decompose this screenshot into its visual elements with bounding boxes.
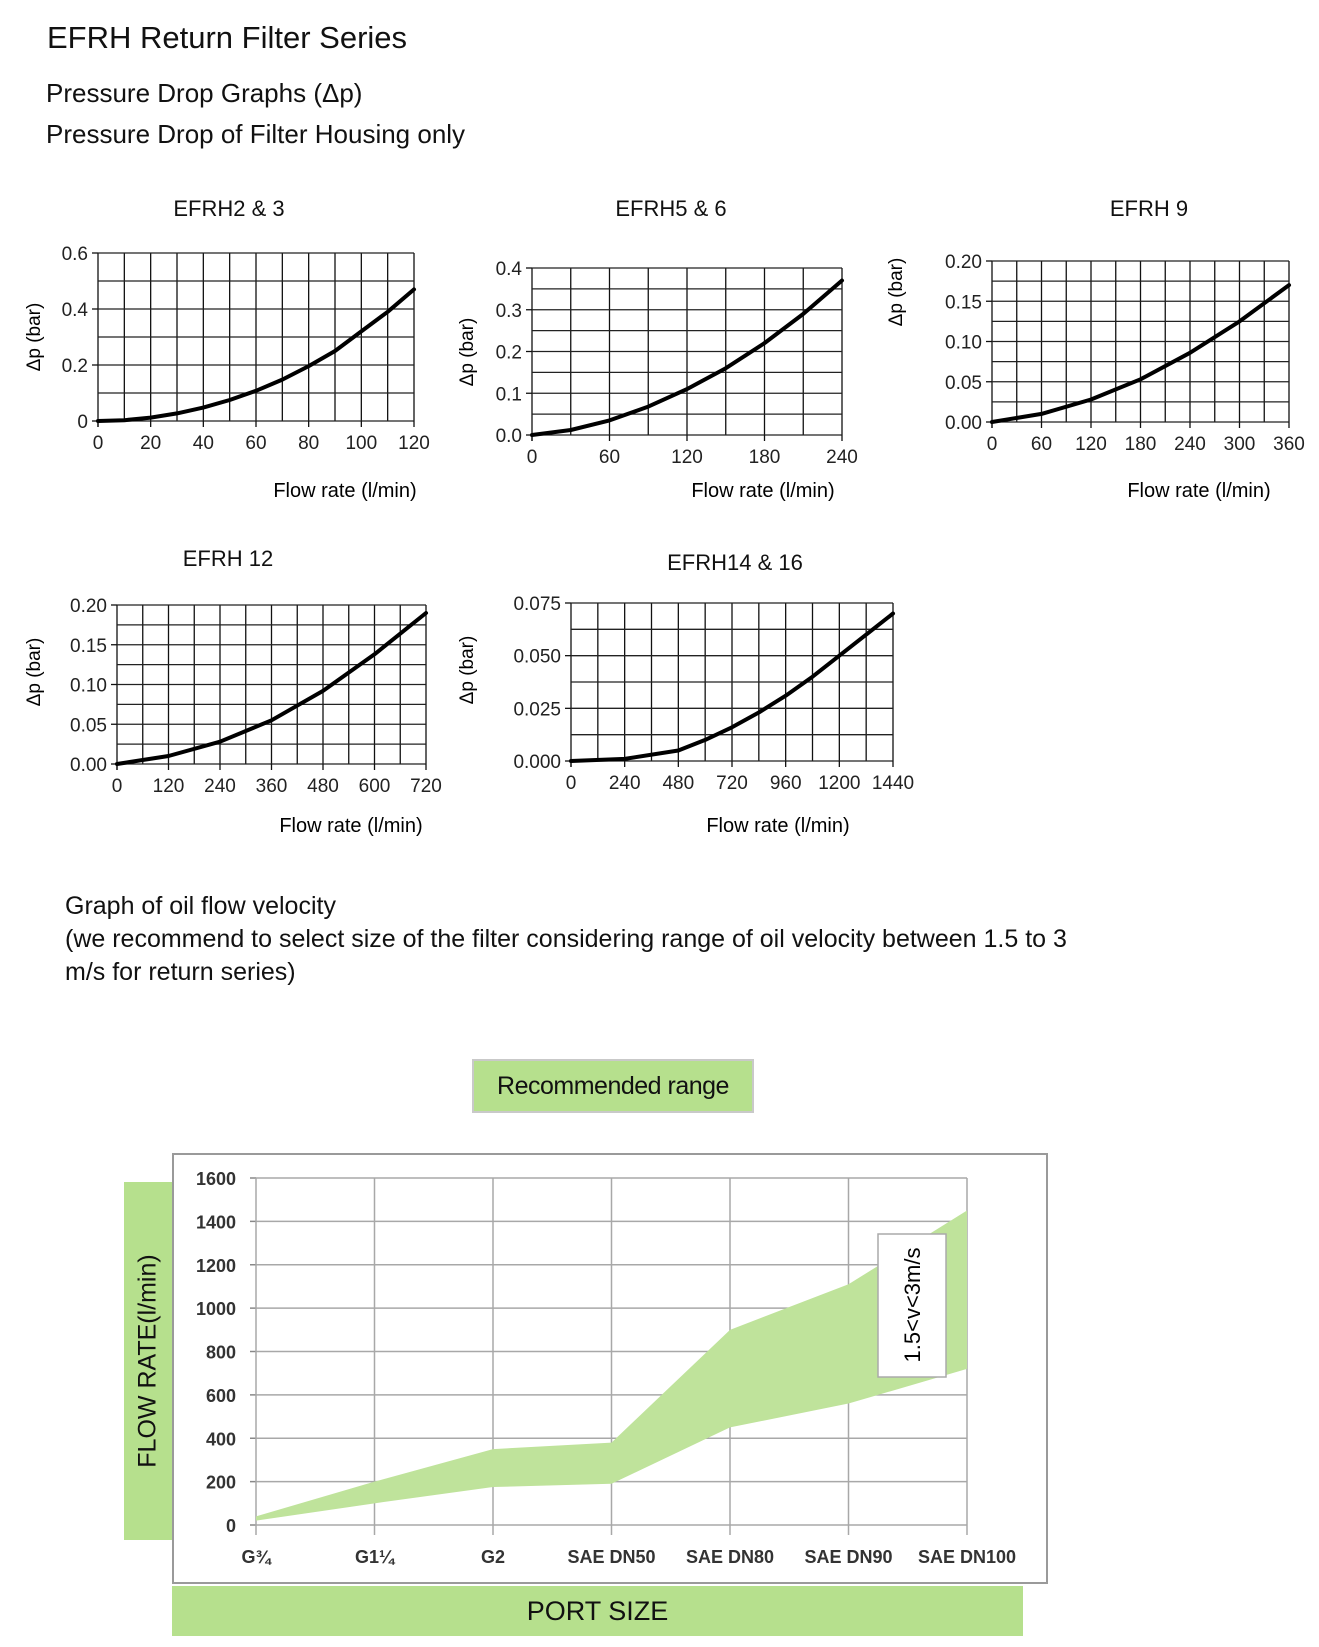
y-tick-label: 1400 — [195, 1212, 236, 1233]
x-tick-label: 40 — [192, 433, 214, 454]
y-tick-label: 0.2 — [495, 342, 522, 364]
x-tick-label: SAE DN90 — [804, 1547, 893, 1567]
chart-title: EFRH5 & 6 — [615, 196, 727, 221]
y-tick-label: 0.20 — [945, 252, 982, 273]
x-tick-label: 120 — [398, 433, 430, 454]
y-tick-label: 0.075 — [513, 594, 561, 615]
y-tick-label: 0.4 — [495, 259, 522, 280]
x-tick-label: 0 — [565, 773, 577, 794]
velocity-heading: Graph of oil flow velocity — [65, 892, 336, 920]
x-tick-label: 240 — [204, 776, 236, 797]
x-axis-label: Flow rate (l/min) — [691, 480, 835, 502]
x-tick-label: 240 — [608, 773, 641, 794]
y-tick-label: 0.15 — [945, 292, 982, 314]
y-tick-label: 0.00 — [70, 755, 107, 776]
x-tick-label: 60 — [1030, 434, 1053, 455]
y-tick-label: 600 — [205, 1385, 236, 1406]
page-title: EFRH Return Filter Series — [47, 20, 408, 55]
x-tick-label: 1440 — [871, 773, 915, 794]
y-tick-label: 0.0 — [495, 426, 522, 447]
section-subtitle: Pressure Drop Graphs (Δp) — [46, 78, 363, 108]
x-tick-label: 120 — [1075, 434, 1107, 455]
x-tick-label: SAE DN100 — [917, 1547, 1017, 1567]
x-tick-label: 480 — [307, 776, 339, 797]
x-tick-label: 120 — [152, 776, 185, 797]
x-tick-label: 0 — [526, 447, 538, 468]
x-tick-label: 60 — [598, 447, 621, 468]
y-tick-label: 0.000 — [513, 752, 561, 773]
x-tick-label: 180 — [1124, 434, 1157, 455]
x-tick-label: G1¼ — [354, 1547, 395, 1567]
x-tick-label: 60 — [245, 433, 267, 454]
x-axis-label: PORT SIZE — [172, 1586, 1023, 1636]
chart-title: EFRH 9 — [1109, 196, 1189, 221]
y-axis-label: Δp (bar) — [886, 257, 907, 327]
y-tick-label: 0.3 — [495, 300, 522, 322]
x-tick-label: 80 — [298, 433, 320, 454]
y-tick-label: 0.10 — [945, 332, 982, 354]
x-tick-label: 240 — [826, 447, 858, 468]
x-tick-label: 360 — [255, 776, 288, 797]
y-tick-label: 0.05 — [945, 372, 982, 394]
x-axis-label: Flow rate (l/min) — [706, 815, 850, 837]
x-axis-label: Flow rate (l/min) — [273, 480, 417, 502]
x-tick-label: 180 — [748, 447, 781, 468]
y-tick-label: 0.10 — [70, 675, 107, 697]
y-tick-label: 0.4 — [61, 300, 88, 321]
y-tick-label: 1200 — [195, 1255, 236, 1276]
x-tick-label: 960 — [769, 773, 802, 794]
section-subtitle: Pressure Drop of Filter Housing only — [46, 119, 466, 149]
chart-title: EFRH 12 — [182, 546, 274, 571]
y-axis-label: Δp (bar) — [24, 302, 45, 372]
x-tick-label: G2 — [480, 1547, 506, 1567]
x-tick-label: 300 — [1223, 434, 1256, 455]
y-tick-label: 200 — [205, 1472, 236, 1493]
velocity-note: m/s for return series) — [65, 958, 296, 986]
y-tick-label: 0.15 — [70, 635, 107, 657]
x-tick-label: G¾ — [241, 1547, 271, 1567]
y-tick-label: 1600 — [195, 1169, 236, 1189]
y-tick-label: 0.05 — [70, 715, 107, 737]
y-tick-label: 0.1 — [495, 384, 522, 406]
x-tick-label: 1200 — [818, 773, 861, 794]
x-tick-label: 100 — [345, 433, 378, 454]
x-tick-label: 20 — [140, 433, 162, 454]
x-tick-label: 720 — [716, 773, 748, 794]
chart-title: EFRH14 & 16 — [667, 550, 803, 575]
y-tick-label: 800 — [205, 1342, 236, 1363]
x-tick-label: SAE DN80 — [685, 1547, 775, 1567]
y-tick-label: 0.6 — [61, 244, 88, 265]
y-tick-label: 0.20 — [70, 596, 107, 617]
x-tick-label: 720 — [410, 776, 442, 797]
x-tick-label: 0 — [986, 434, 998, 455]
y-tick-label: 1000 — [195, 1299, 236, 1320]
y-tick-label: 0.050 — [513, 646, 561, 668]
x-tick-label: 0 — [92, 433, 104, 454]
x-tick-label: 360 — [1273, 434, 1305, 455]
x-tick-label: 480 — [662, 773, 695, 794]
x-tick-label: 0 — [111, 776, 123, 797]
legend-recommended-range: Recommended range — [472, 1059, 754, 1113]
y-tick-label: 0 — [77, 412, 88, 433]
y-axis-label: Δp (bar) — [457, 317, 478, 387]
x-axis-label: Flow rate (l/min) — [1127, 480, 1271, 502]
y-tick-label: 0.2 — [61, 356, 88, 377]
y-tick-label: 400 — [205, 1429, 236, 1450]
x-tick-label: 240 — [1174, 434, 1206, 455]
x-tick-label: 120 — [671, 447, 703, 468]
velocity-note: (we recommend to select size of the filter considering range of oil velocity between 1.5 to 3 — [65, 925, 1067, 953]
chart-title: EFRH2 & 3 — [173, 196, 285, 221]
y-axis-label: Δp (bar) — [24, 637, 45, 707]
y-tick-label: 0.00 — [945, 413, 982, 434]
y-axis-label: FLOW RATE(l/min) — [133, 1254, 162, 1468]
x-tick-label: SAE DN50 — [567, 1547, 656, 1567]
x-axis-label: Flow rate (l/min) — [279, 815, 423, 837]
y-tick-label: 0 — [225, 1516, 236, 1536]
y-tick-label: 0.025 — [513, 699, 561, 721]
y-axis-label: Δp (bar) — [457, 635, 478, 705]
velocity-annotation: 1.5<v<3m/s — [900, 1247, 925, 1363]
x-tick-label: 600 — [358, 776, 391, 797]
